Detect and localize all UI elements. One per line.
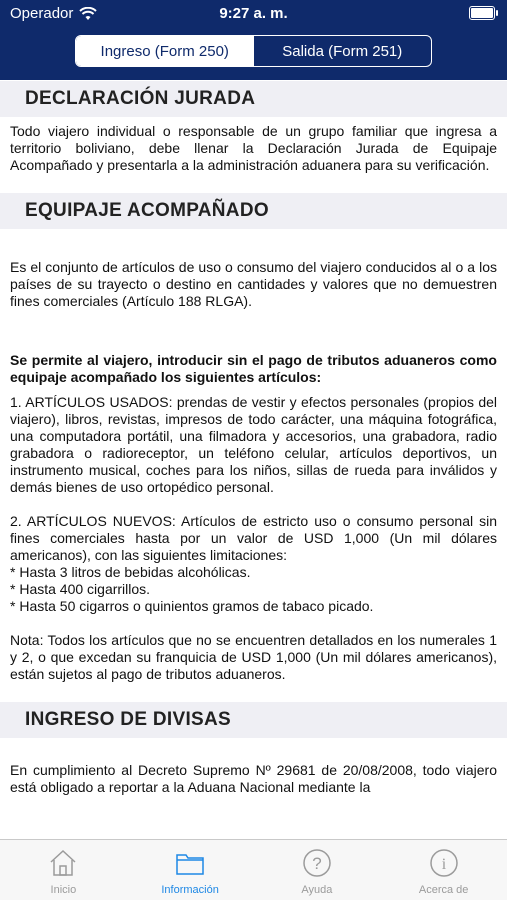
limit-item: * Hasta 50 cigarros o quinientos gramos de tabaco picado. [10,598,374,614]
divisas-text: En cumplimiento al Decreto Supremo Nº 29681 de 20/08/2008, todo viajero está obligado a reportar a la Aduana Nacional mediante la [10,762,497,795]
status-time: 9:27 a. m. [219,5,288,22]
tab-acerca[interactable] [380,840,507,900]
tab-label: Información [161,884,219,896]
equipaje-intro: Es el conjunto de artículos de uso o consumo del viajero conducidos al o a los países de su trayecto o destino en cantidades y valores que no demuestren fines comerciales (Artículo 188 RLGA). [10,259,497,309]
articulos-usados: 1. ARTÍCULOS USADOS: prendas de vestir y efectos personales (propios del viajero), libros, revistas, impresos de todo carácter, una máquina fotográfica, una computadora portátil, una filmadora y accesorios, una grabadora, radio grabadora o radioreceptor, un teléfono celular, artículos deportivos, un instrumento musical, coches para los niños, sillas de rueda para inválidos y demás bienes de uso ortopédico personal. [10,394,497,495]
status-bar [0,0,507,28]
limit-item: * Hasta 3 litros de bebidas alcohólicas. [10,564,251,580]
permitidos-title: Se permite al viajero, introducir sin el pago de tributos aduaneros como equipaje acompañado los siguientes artículos: [10,352,497,385]
carrier-name: Operador [10,5,74,22]
tab-bar [0,839,507,900]
tab-label: Inicio [50,884,77,896]
segment-ingreso[interactable]: Ingreso (Form 250) [76,36,254,66]
section-title-declaracion: DECLARACIÓN JURADA [0,81,507,117]
tab-label: Acerca de [418,884,469,896]
info-content[interactable] [0,80,507,840]
limit-item: * Hasta 400 cigarrillos. [10,581,151,597]
articulos-nuevos: 2. ARTÍCULOS NUEVOS: Artículos de estricto uso o consumo personal sin fines comerciales hasta por un valor de USD 1,000 (Un mil dólares americanos), con las siguientes limitaciones: [10,513,497,563]
nota-text: Nota: Todos los artículos que no se encuentren detallados en los numerales 1 y 2, o que excedan su franquicia de USD 1,000 (Un mil dólares americanos), están sujetos al pago de tributos aduaneros. [10,632,497,682]
section-title-equipaje: EQUIPAJE ACOMPAÑADO [0,193,507,229]
svg-text:?: ? [312,854,322,873]
declaracion-text: Todo viajero individual o responsable de un grupo familiar que ingresa a territorio boliviano, debe llenar la Declaración Jurada de Equipaje Acompañado y presentarla a la administración aduanera para su verificación. [10,123,497,173]
segment-salida[interactable]: Salida (Form 251) [282,42,403,60]
tab-inicio[interactable] [0,840,127,900]
form-segmented-control [75,35,432,67]
svg-text:i: i [441,856,446,873]
house-icon [48,848,78,878]
tab-ayuda[interactable] [254,840,381,900]
battery-icon [469,6,495,20]
section-title-divisas: INGRESO DE DIVISAS [0,702,507,738]
folder-icon [175,848,205,878]
tab-label: Ayuda [301,884,333,896]
tab-informacion[interactable] [127,840,254,900]
info-icon [429,848,459,878]
question-icon [302,848,332,878]
top-header [0,0,507,80]
